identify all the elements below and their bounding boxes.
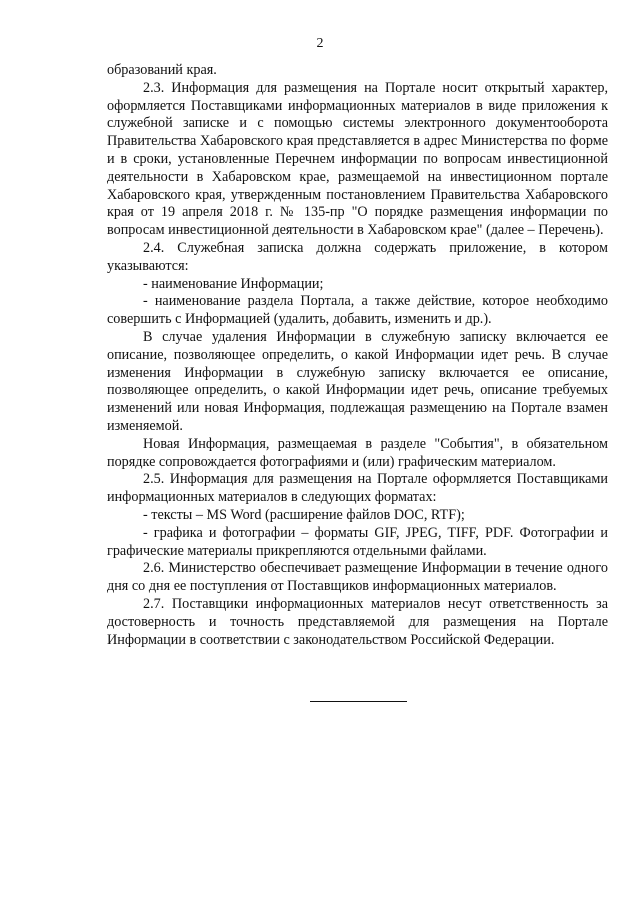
list-item-portal-section: - наименование раздела Портала, а также действие, которое необходимо совершить с Информацией (удалить, добавить, изменить и др.). [107,293,608,328]
list-item-information-name: - наименование Информации; [143,275,324,292]
paragraph-continuation: образований края. [107,62,217,78]
paragraph-2-4: 2.4. Служебная записка должна содержать приложение, в котором указываются: [107,239,608,274]
end-divider-line [310,701,407,702]
paragraph-events-section: Новая Информация, размещаемая в разделе "События", в обязательном порядке сопровождается фотографиями и (или) графическим материалом. [107,435,608,470]
list-item-graphics-format: - графика и фотографии – форматы GIF, JPEG, TIFF, PDF. Фотографии и графические материалы прикрепляются отдельными файлами. [107,524,608,559]
paragraph-2-3: 2.3. Информация для размещения на Портале носит открытый характер, оформляется Поставщиками информационных материалов в виде приложения к служебной записке и с помощью системы электронного документооборота Правительства Хабаровского края представляется в адрес Министерства по форме и в сроки, установленные Перечнем информации по вопросам инвестиционной деятельности в Хабаровском крае, размещаемой на инвестиционном портале Хабаровского края, утвержденным постановлением Правительства Хабаровского края от 19 апреля 2018 г. № 135-пр "О порядке размещения информации по вопросам инвестиционной деятельности в Хабаровском крае" (далее – Перечень). [107,79,608,239]
paragraph-2-5: 2.5. Информация для размещения на Портале оформляется Поставщиками информационных материалов в следующих форматах: [107,471,608,506]
document-body [107,62,608,649]
paragraph-2-6: 2.6. Министерство обеспечивает размещение Информации в течение одного дня со дня ее поступления от Поставщиков информационных материалов. [107,560,608,595]
paragraph-2-7: 2.7. Поставщики информационных материалов несут ответственность за достоверность и точность представляемой для размещения на Портале Информации в соответствии с законодательством Российской Федерации. [107,595,608,648]
list-item-texts-format: - тексты – MS Word (расширение файлов DOC, RTF); [143,506,465,523]
paragraph-deletion-change: В случае удаления Информации в служебную записку включается ее описание, позволяющее определить, о какой Информации идет речь. В случае изменения Информации в служебную записку включается ее описание, позволяющее определить, о какой Информации идет речь, описание требуемых изменений или новая Информация, подлежащая размещению на Портале взамен изменяемой. [107,328,608,434]
page-number: 2 [316,36,324,51]
